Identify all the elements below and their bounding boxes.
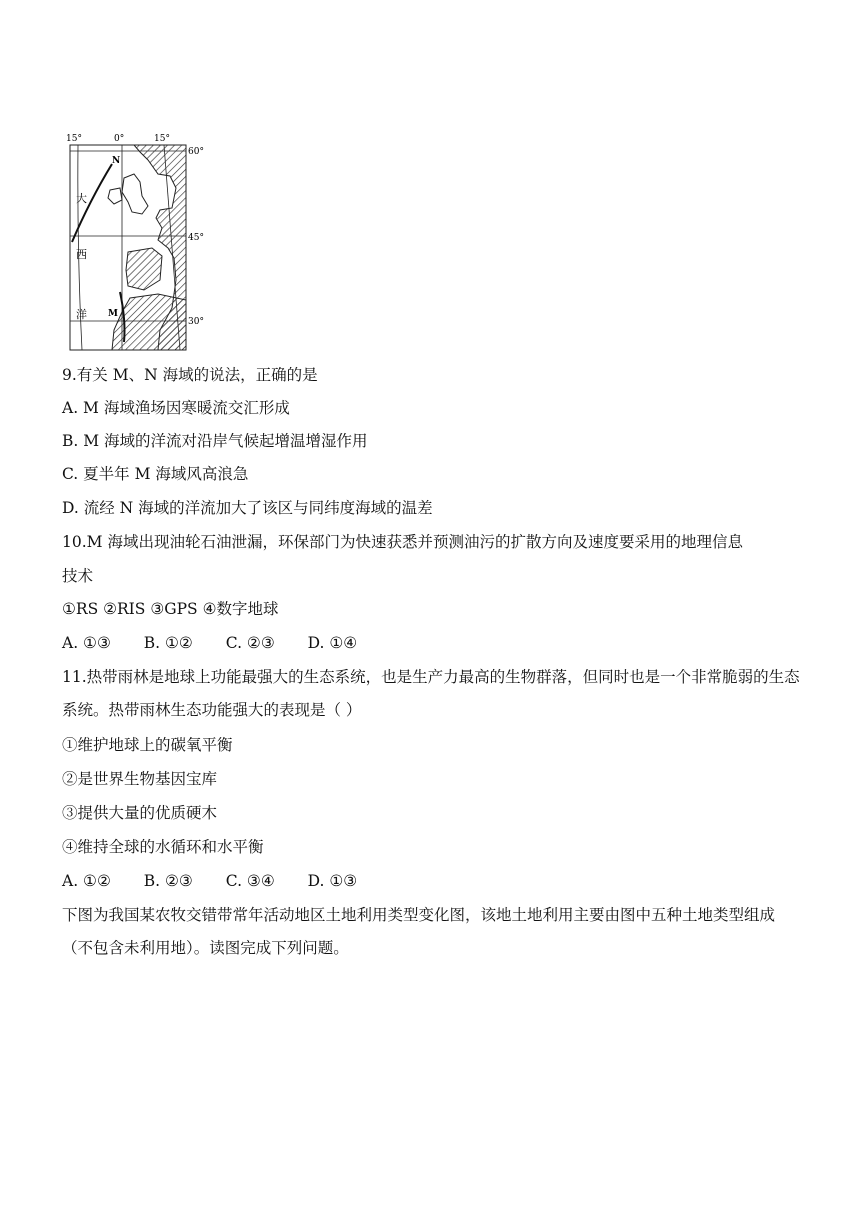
- lat-label: 60°: [188, 147, 204, 157]
- question-9-option-a: A. M 海域渔场因寒暖流交汇形成: [62, 399, 290, 417]
- north-atlantic-map: [62, 130, 214, 354]
- question-9-option-c: C. 夏半年 M 海域风高浪急: [62, 465, 249, 483]
- option-d: D. ①④: [307, 634, 358, 652]
- question-11-options: [62, 871, 357, 891]
- lat-label: 30°: [188, 317, 204, 327]
- iberia-landmass: [126, 248, 162, 290]
- option-c: C. ②③: [225, 634, 275, 652]
- question-11-item-1: ①维护地球上的碳氧平衡: [62, 736, 233, 754]
- question-9-stem: 9.有关 M、N 海域的说法，正确的是: [62, 366, 318, 384]
- option-b: B. ②③: [143, 872, 193, 890]
- lon-label: 0°: [114, 134, 125, 144]
- option-c: C. ③④: [225, 872, 275, 890]
- question-10-stem-line1: 10.M 海域出现油轮石油泄漏，环保部门为快速获悉并预测油污的扩散方向及速度要采用的地理信息: [62, 533, 743, 551]
- option-d: D. ①③: [307, 872, 358, 890]
- question-11-item-3: ③提供大量的优质硬木: [62, 804, 218, 822]
- current-label: M: [108, 309, 118, 319]
- option-b: B. ①②: [143, 634, 193, 652]
- ocean-char: 西: [76, 248, 87, 261]
- question-11-item-4: ④维持全球的水循环和水平衡: [62, 838, 264, 856]
- great-britain: [122, 174, 148, 214]
- option-a: A. ①③: [62, 634, 111, 652]
- question-10-stem-line2: 技术: [62, 567, 94, 585]
- question-9-option-b: B. M 海域的洋流对沿岸气候起增温增湿作用: [62, 432, 368, 450]
- ocean-char: 洋: [76, 308, 87, 321]
- next-section-intro: 下图为我国某农牧交错带常年活动地区土地利用类型变化图，该地土地利用主要由图中五种土地类型组成（不包含未利用地）。读图完成下列问题。: [62, 906, 776, 957]
- lon-label: 15°: [154, 134, 170, 144]
- question-10-options: [62, 633, 357, 653]
- question-11-stem: 11.热带雨林是地球上功能最强大的生态系统，也是生产力最高的生物群落，但同时也是一个非常脆弱的生态系统。热带雨林生态功能强大的表现是（ ）: [62, 668, 800, 719]
- ireland: [108, 188, 122, 204]
- lat-label: 45°: [188, 233, 204, 243]
- option-a: A. ①②: [62, 872, 111, 890]
- current-label: N: [112, 156, 121, 166]
- question-10-items: ①RS ②RIS ③GPS ④数字地球: [62, 600, 279, 618]
- ocean-char: 大: [76, 192, 87, 205]
- question-9-option-d: D. 流经 N 海域的洋流加大了该区与同纬度海域的温差: [62, 499, 433, 517]
- question-11-item-2: ②是世界生物基因宝库: [62, 770, 218, 788]
- lon-label: 15°: [66, 134, 82, 144]
